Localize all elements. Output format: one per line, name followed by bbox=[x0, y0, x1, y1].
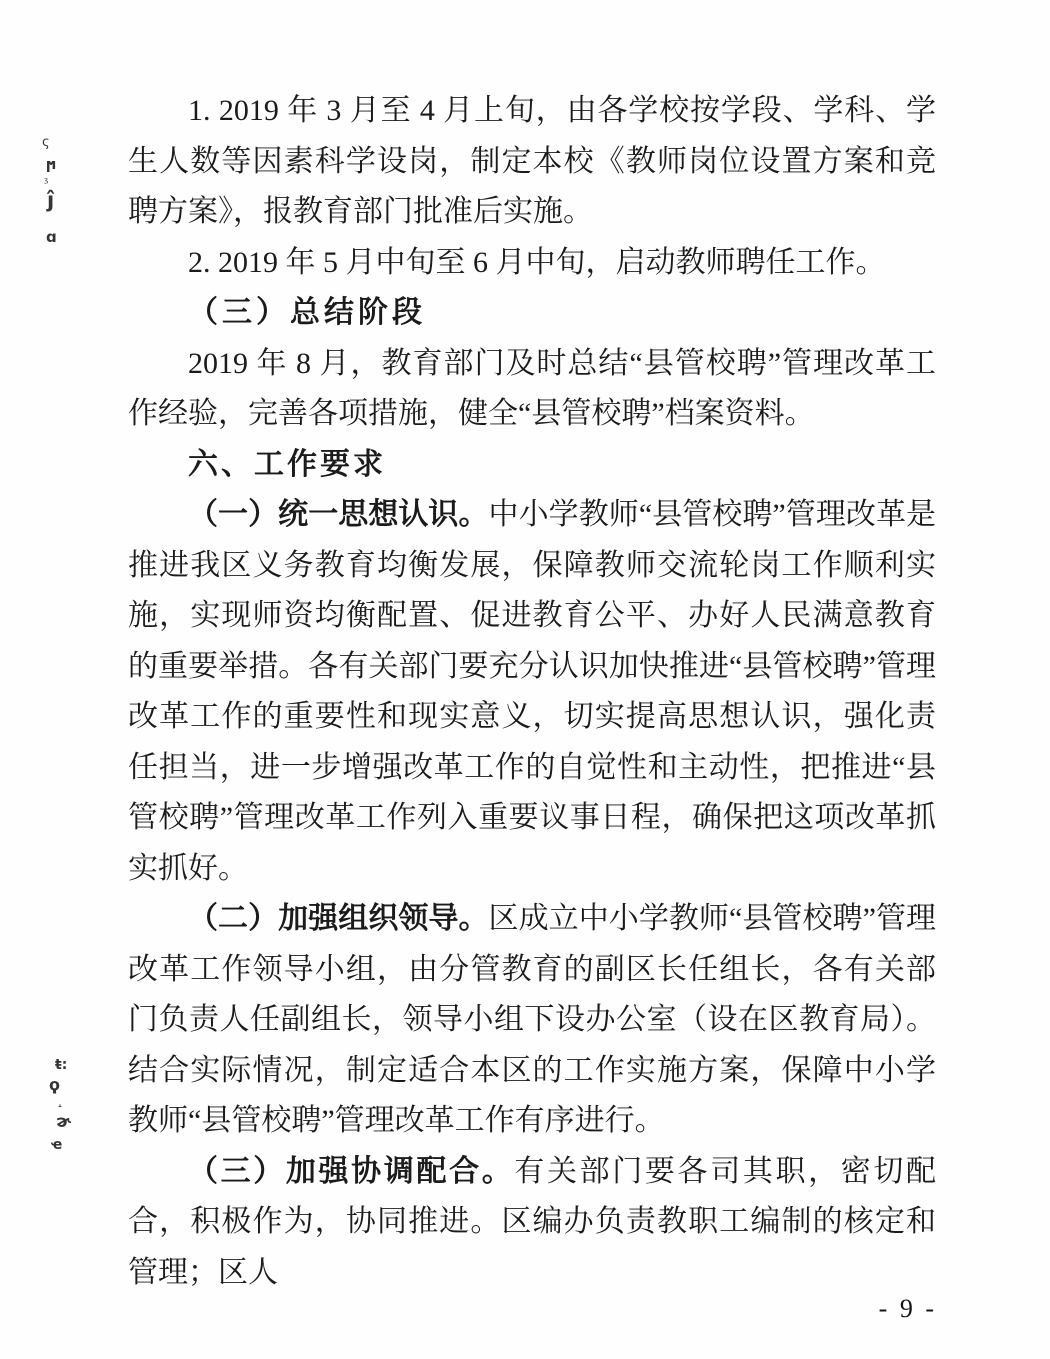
margin-smudge: ɚ bbox=[56, 1112, 71, 1132]
paragraph-lead: （二）加强组织领导。 bbox=[188, 902, 489, 935]
page-number: - 9 - bbox=[878, 1294, 937, 1323]
paragraph-lead: （一）统一思想认识。 bbox=[188, 498, 489, 531]
paragraph-strengthen-coordination bbox=[128, 1147, 936, 1299]
subheading-summary-stage bbox=[128, 288, 936, 339]
paragraph-text: 1. 2019 年 3 月至 4 月上旬，由各学校按学段、学科、学生人数等因素科学设岗，制定本校《教师岗位设置方案和竞聘方案》，报教育部门批准后实施。 bbox=[128, 94, 936, 228]
margin-smudge: ҽ bbox=[51, 1137, 63, 1153]
paragraph-unify-thinking bbox=[128, 490, 936, 894]
section-heading-work-requirements bbox=[128, 440, 936, 491]
margin-smudge: ς bbox=[42, 135, 50, 150]
paragraph-strengthen-leadership bbox=[128, 894, 936, 1147]
margin-smudge: ŧ: bbox=[55, 1057, 68, 1073]
paragraph-text: 区成立中小学教师“县管校聘”管理改革工作领导小组，由分管教育的副区长任组长，各有关部门负责人任副组长，领导小组下设办公室（设在区教育局）。结合实际情况，制定适合本区的工作实施方案，保障中小学教师“县管校聘”管理改革工作有序进行。 bbox=[128, 902, 936, 1137]
paragraph-text: 有关部门要各司其职，密切配合，积极作为，协同推进。区编办负责教职工编制的核定和管理；区人 bbox=[128, 1154, 937, 1289]
margin-smudge: ϙ bbox=[49, 1075, 60, 1094]
paragraph-summary-stage-body bbox=[128, 339, 936, 440]
margin-smudge: ᶾ bbox=[44, 175, 49, 189]
margin-smudge: ɑ bbox=[46, 228, 57, 246]
margin-smudge: ˔ bbox=[57, 1099, 63, 1113]
paragraph-lead: （三）加强协调配合。 bbox=[188, 1154, 515, 1188]
paragraph-text: 中小学教师“县管校聘”管理改革是推进我区义务教育均衡发展，保障教师交流轮岗工作顺利实施，实现师资均衡配置、促进教育公平、办好人民满意教育的重要举措。各有关部门要充分认识加快推进“县管校聘”管理改革工作的重要性和现实意义，切实提高思想认识，强化责任担当，进一步增强改革工作的自觉性和主动性，把推进“县管校聘”管理改革工作列入重要议事日程，确保把这项改革抓实抓好。 bbox=[128, 498, 936, 885]
margin-smudge: ϻ bbox=[46, 157, 57, 173]
paragraph-text: 2. 2019 年 5 月中旬至 6 月中旬，启动教师聘任工作。 bbox=[188, 245, 886, 279]
section-heading-text: 六、工作要求 bbox=[188, 447, 386, 481]
margin-smudge: ĵ bbox=[47, 188, 55, 212]
paragraph-numbered-item-1 bbox=[128, 86, 936, 238]
paragraph-text: 2019 年 8 月，教育部门及时总结“县管校聘”管理改革工作经验，完善各项措施，健全“县管校聘”档案资料。 bbox=[128, 346, 936, 430]
paragraph-numbered-item-2 bbox=[128, 238, 936, 289]
document-body bbox=[128, 86, 936, 1298]
subheading-text: （三）总结阶段 bbox=[188, 296, 426, 329]
